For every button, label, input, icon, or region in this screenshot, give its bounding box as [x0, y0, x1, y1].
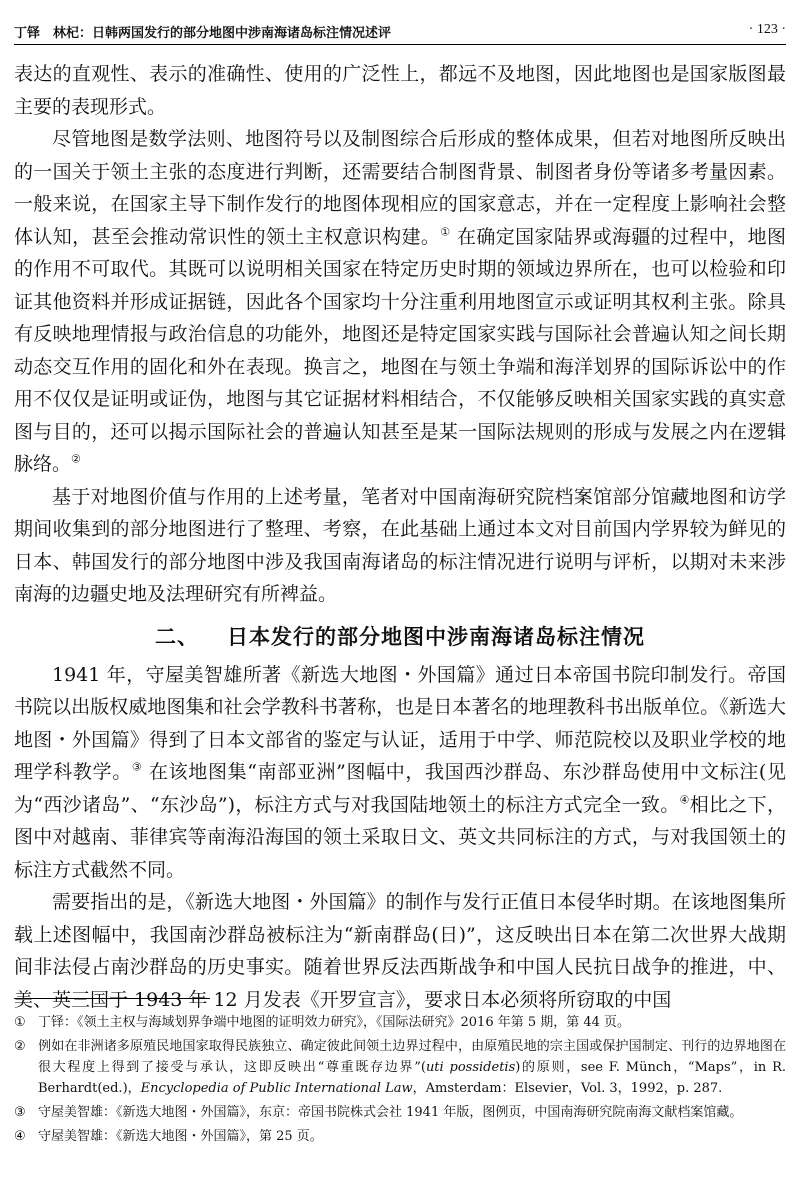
- footnote-1: [14, 1012, 786, 1033]
- footnotes: [14, 1012, 786, 1150]
- paragraph-2-part-b: 在确定国家陆界或海疆的过程中，地图的作用不可取代。其既可以说明相关国家在特定历史时期的领域边界所在，也可以检验和印证其他资料并形成证据链，因此各个国家均十分注重利用地图宣示或证明其权利主张。除具有反映地理情报与政治信息的功能外，地图还是特定国家实践与国际社会普遍认知之间长期动态交互作用的固化和外在表现。换言之，地图在与领土争端和海洋划界的国际诉讼中的作用不仅仅是证明或证伪，地图与其它证据材料相结合，不仅能够反映相关国家实践的真实意图与目的，还可以揭示国际社会的普遍认知甚至是某一国际法规则的形成与发展之内在逻辑脉络。: [14, 225, 786, 475]
- footnote-4: [14, 1126, 786, 1147]
- footnote-2-text-a: 例如在非洲诸多原殖民地国家取得民族独立、确定彼此间领土边界过程中，由原殖民地的宗主国或保护国制定、刊行的边界地图在很大程度上得到了接受与承认，这即反映出“尊重既存边界”(: [38, 1039, 786, 1075]
- footnote-ref-1[interactable]: ①: [440, 225, 451, 239]
- footnote-3-text: 守屋美智雄：《新选大地图・外国篇》，东京：帝国书院株式会社 1941 年版，图例页，中国南海研究院南海文献档案馆藏。: [38, 1105, 743, 1120]
- paragraph-4-part-b: 在该地图集“南部亚洲”图幅中，我国西沙群岛、东沙群岛使用中文标注(见为“西沙诸岛”、“东沙岛”)，标注方式与对我国陆地领土的标注方式完全一致。: [14, 761, 786, 816]
- paragraph-4: [14, 659, 786, 887]
- footnote-ref-2[interactable]: ②: [71, 452, 81, 466]
- footnote-ref-4[interactable]: ④: [679, 793, 690, 807]
- page-number: · 123 ·: [748, 22, 786, 37]
- section-number: 二、: [155, 624, 199, 649]
- footnote-ref-3[interactable]: ③: [131, 760, 143, 774]
- paragraph-5: 需要指出的是，《新选大地图・外国篇》的制作与发行正值日本侵华时期。在该地图集所载上述图幅中，我国南沙群岛被标注为“新南群岛(日)”，这反映出日本在第二次世界大战期间非法侵占南沙群岛的历史事实。随着世界反法西斯战争和中国人民抗日战争的推进，中、美、英三国于 1943 年 12 月发表《开罗宣言》，要求日本必须将所窃取的中国: [14, 891, 786, 1011]
- article-body: [14, 58, 786, 1016]
- footnote-4-mark: ④: [14, 1129, 26, 1144]
- footnote-2-book-title: Encyclopedia of Public International Law: [140, 1081, 413, 1096]
- section-heading: [14, 621, 786, 651]
- footnote-2-text-b: )的原则，see F. Münch，“Maps”，in R. Berhardt(ed.)，: [38, 1060, 786, 1096]
- footnote-1-mark: ①: [14, 1015, 26, 1030]
- footnote-rule: [14, 998, 210, 999]
- section-title: 日本发行的部分地图中涉南海诸岛标注情况: [227, 624, 645, 649]
- footnote-2-mark: ②: [14, 1039, 26, 1054]
- paragraph-2: [14, 123, 786, 481]
- footnote-3-mark: ③: [14, 1105, 26, 1120]
- paragraph-4-part-a: 1941 年，守屋美智雄所著《新选大地图・外国篇》通过日本帝国书院印制发行。帝国书院以出版权威地图集和社会学教科书著称，也是日本著名的地理教科书出版单位。《新选大地图・外国篇》得到了日本文部省的鉴定与认证，适用于中学、师范院校以及职业学校的地理学科教学。: [14, 663, 786, 783]
- footnote-2: [14, 1036, 786, 1099]
- footnote-2-latin-term: uti possidetis: [425, 1060, 516, 1075]
- paragraph-1: 表达的直观性、表示的准确性、使用的广泛性上，都远不及地图，因此地图也是国家版图最主要的表现形式。: [14, 63, 786, 118]
- footnote-3: [14, 1102, 786, 1123]
- footnote-4-text: 守屋美智雄：《新选大地图・外国篇》，第 25 页。: [38, 1129, 323, 1144]
- paragraph-2-part-a: 尽管地图是数学法则、地图符号以及制图综合后形成的整体成果，但若对地图所反映出的一国关于领土主张的态度进行判断，还需要结合制图背景、制图者身份等诸多考量因素。一般来说，在国家主导下制作发行的地图体现相应的国家意志，并在一定程度上影响社会整体认知，甚至会推动常识性的领土主权意识构建。: [14, 128, 786, 248]
- footnote-2-text-c: ，Amsterdam：Elsevier，Vol. 3，1992，p. 287.: [412, 1081, 723, 1096]
- header-rule: [14, 44, 786, 45]
- running-header: [14, 22, 786, 44]
- footnote-1-text: 丁铎：《领土主权与海域划界争端中地图的证明效力研究》，《国际法研究》2016 年第 5 期，第 44 页。: [38, 1015, 631, 1030]
- running-title: 丁铎 林杞：日韩两国发行的部分地图中涉南海诸岛标注情况述评: [14, 26, 392, 41]
- paragraph-3: 基于对地图价值与作用的上述考量，笔者对中国南海研究院档案馆部分馆藏地图和访学期间收集到的部分地图进行了整理、考察，在此基础上通过本文对目前国内学界较为鲜见的日本、韩国发行的部分地图中涉及我国南海诸岛的标注情况进行说明与评析，以期对未来涉南海的边疆史地及法理研究有所裨益。: [14, 485, 786, 605]
- paragraph-4-part-c: 相比之下，图中对越南、菲律宾等南海沿海国的领土采取日文、英文共同标注的方式，与对我国领土的标注方式截然不同。: [14, 793, 786, 881]
